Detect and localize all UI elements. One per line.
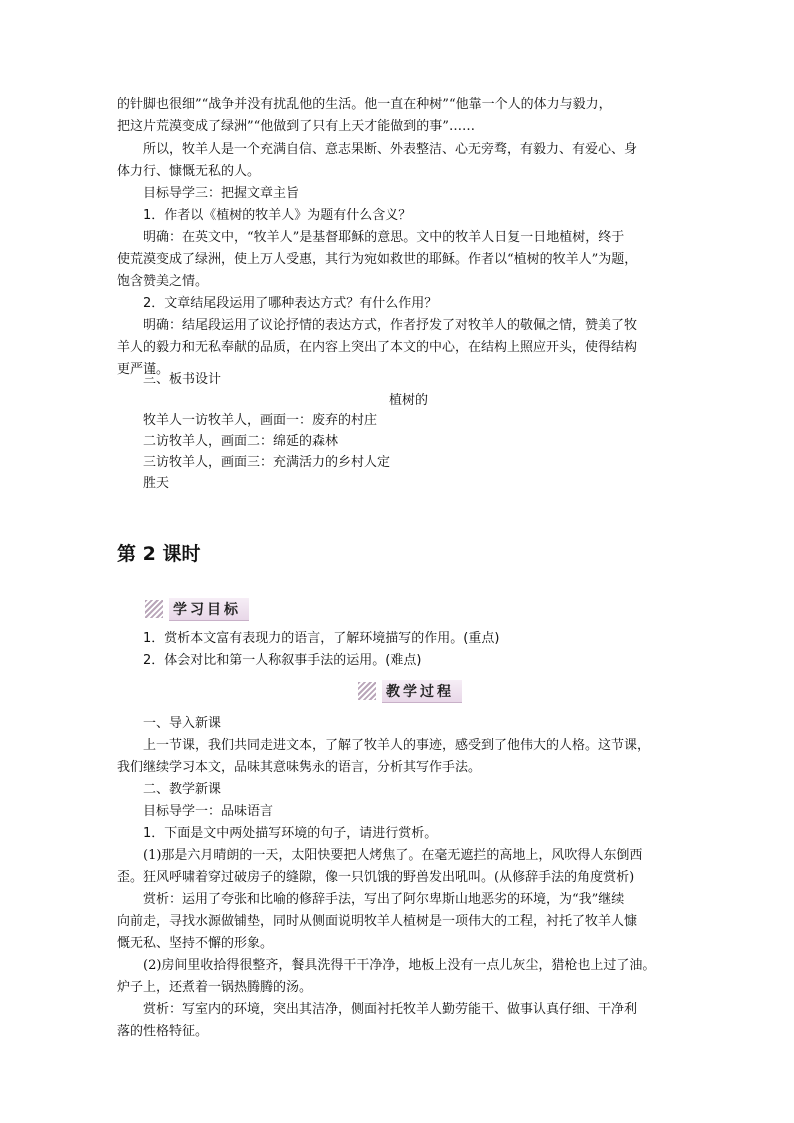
answer-line: 明确：结尾段运用了议论抒情的表达方式，作者抒发了对牧羊人的敬佩之情，赞美了牧 (143, 318, 638, 333)
banner-process (358, 680, 462, 702)
stripe-decoration (358, 682, 376, 700)
sentence-line: 歪。狂风呼啸着穿过破房子的缝隙，像一只饥饿的野兽发出吼叫。(从修辞手法的角度赏析) (117, 870, 635, 885)
analysis-line: 赏析：运用了夸张和比喻的修辞手法，写出了阿尔卑斯山地恶劣的环境，为“我”继续 (143, 892, 625, 907)
answer-line: 明确：在英文中，“牧羊人”是基督耶稣的意思。文中的牧羊人日复一日地植树，终于 (143, 230, 625, 245)
board-center: 植树的 (389, 393, 429, 408)
section-heading: 三、板书设计 (143, 372, 222, 387)
board-line: 胜天 (143, 476, 170, 491)
section-heading: 一、导入新课 (143, 716, 222, 731)
section-heading: 二、教学新课 (143, 782, 222, 797)
banner-label: 教学过程 (382, 680, 462, 703)
text-line: 我们继续学习本文，品味其意味隽永的语言，分析其写作手法。 (117, 760, 482, 775)
text-line: 体力行、慷慨无私的人。 (117, 164, 261, 179)
lesson-title: 第 2 课时 (117, 543, 201, 565)
sentence-line: 炉子上，还煮着一锅热腾腾的汤。 (117, 980, 313, 995)
text-line: 的针脚也很细”“战争并没有扰乱他的生活。他一直在种树”“他靠一个人的体力与毅力， (117, 97, 612, 112)
sentence-line: (1)那是六月晴朗的一天，太阳快要把人烤焦了。在毫无遮拦的高地上，风吹得人东倒西 (143, 848, 643, 863)
goal-item: 1．赏析本文富有表现力的语言，了解环境描写的作用。(重点) (143, 631, 500, 646)
section-heading: 目标导学三：把握文章主旨 (143, 186, 300, 201)
board-line: 二访牧羊人，画面二：绵延的森林 (143, 434, 339, 449)
analysis-line: 赏析：写室内的环境，突出其洁净，侧面衬托牧羊人勤劳能干、做事认真仔细、干净利 (143, 1002, 638, 1017)
board-line: 牧羊人一访牧羊人，画面一：废弃的村庄 (143, 413, 378, 428)
stripe-decoration (145, 600, 163, 618)
board-line: 三访牧羊人，画面三：充满活力的乡村人定 (143, 455, 391, 470)
answer-line: 使荒漠变成了绿洲，使上万人受惠，其行为宛如救世的耶稣。作者以“植树的牧羊人”为题， (117, 252, 638, 267)
banner-label: 学习目标 (169, 598, 249, 621)
section-heading: 目标导学一：品味语言 (143, 804, 274, 819)
analysis-line: 向前走，寻找水源做铺垫，同时从侧面说明牧羊人植树是一项伟大的工程，衬托了牧羊人慷 (117, 914, 638, 929)
text-line: 所以，牧羊人是一个充满自信、意志果断、外表整洁、心无旁骛，有毅力、有爱心、身 (143, 142, 638, 157)
answer-line: 羊人的毅力和无私奉献的品质，在内容上突出了本文的中心，在结构上照应开头，使得结构 (117, 340, 638, 355)
question: 1．作者以《植树的牧羊人》为题有什么含义？ (143, 208, 412, 223)
text-line: 上一节课，我们共同走进文本，了解了牧羊人的事迹，感受到了他伟大的人格。这节课， (143, 738, 651, 753)
answer-line: 更严谨。 (117, 362, 170, 377)
analysis-line: 落的性格特征。 (117, 1024, 209, 1039)
sentence-line: (2)房间里收拾得很整齐，餐具洗得干干净净，地板上没有一点儿灰尘，猎枪也上过了油。 (143, 958, 656, 973)
answer-line: 饱含赞美之情。 (117, 274, 209, 289)
analysis-line: 慨无私、坚持不懈的形象。 (117, 936, 274, 951)
question: 2．文章结尾段运用了哪种表达方式？有什么作用？ (143, 296, 438, 311)
banner-goals (145, 598, 249, 620)
text-line: 把这片荒漠变成了绿洲”“他做到了只有上天才能做到的事”…… (117, 119, 475, 134)
question: 1．下面是文中两处描写环境的句子，请进行赏析。 (143, 826, 438, 841)
goal-item: 2．体会对比和第一人称叙事手法的运用。(难点) (143, 653, 422, 668)
